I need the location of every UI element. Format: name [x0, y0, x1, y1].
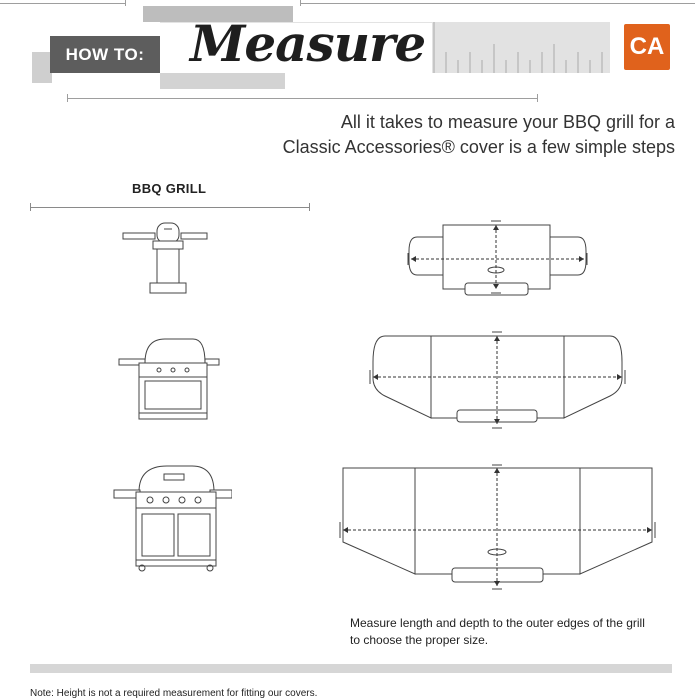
intro-text — [230, 110, 675, 160]
header-shadow-block — [32, 52, 52, 83]
header-rule-tick-right — [537, 94, 538, 102]
medium-grill-top-view-diagram — [365, 328, 630, 438]
header-rule-top-right — [300, 3, 695, 4]
footer-note: Note: Height is not a required measurement for fitting our covers. — [30, 688, 318, 699]
footer-divider-bar — [30, 664, 672, 673]
column-rule — [30, 207, 310, 208]
page-title: Measure — [190, 14, 426, 73]
instructions-text — [350, 615, 690, 649]
instructions-line-2: to choose the proper size. — [350, 633, 489, 647]
large-grill-top-view-diagram — [335, 462, 660, 592]
intro-line-2: Classic Accessories® cover is a few simple steps — [282, 137, 675, 157]
header-rule-bottom — [67, 98, 537, 99]
medium-cart-grill-icon — [115, 333, 220, 428]
intro-line-1: All it takes to measure your BBQ grill for a — [340, 112, 675, 132]
column-rule-tick-left — [30, 203, 31, 211]
header-gray-strip — [160, 73, 285, 89]
instructions-line-1: Measure length and depth to the outer edges of the grill — [350, 616, 645, 630]
large-cart-grill-icon — [112, 462, 232, 572]
header-ruler-panel — [432, 22, 610, 73]
small-pedestal-grill-icon — [120, 215, 210, 300]
header-rule-tick-left — [67, 94, 68, 102]
ruler-ticks — [432, 22, 610, 73]
column-title: BBQ GRILL — [132, 181, 207, 196]
brand-logo: CA — [624, 24, 670, 70]
column-rule-tick-right — [309, 203, 310, 211]
header-rule-tick-top-a — [125, 0, 126, 6]
header-rule-tick-top-b — [300, 0, 301, 6]
how-to-label: HOW TO: — [65, 44, 145, 64]
header-rule-top-left — [0, 3, 125, 4]
small-grill-top-view-diagram — [405, 215, 590, 305]
